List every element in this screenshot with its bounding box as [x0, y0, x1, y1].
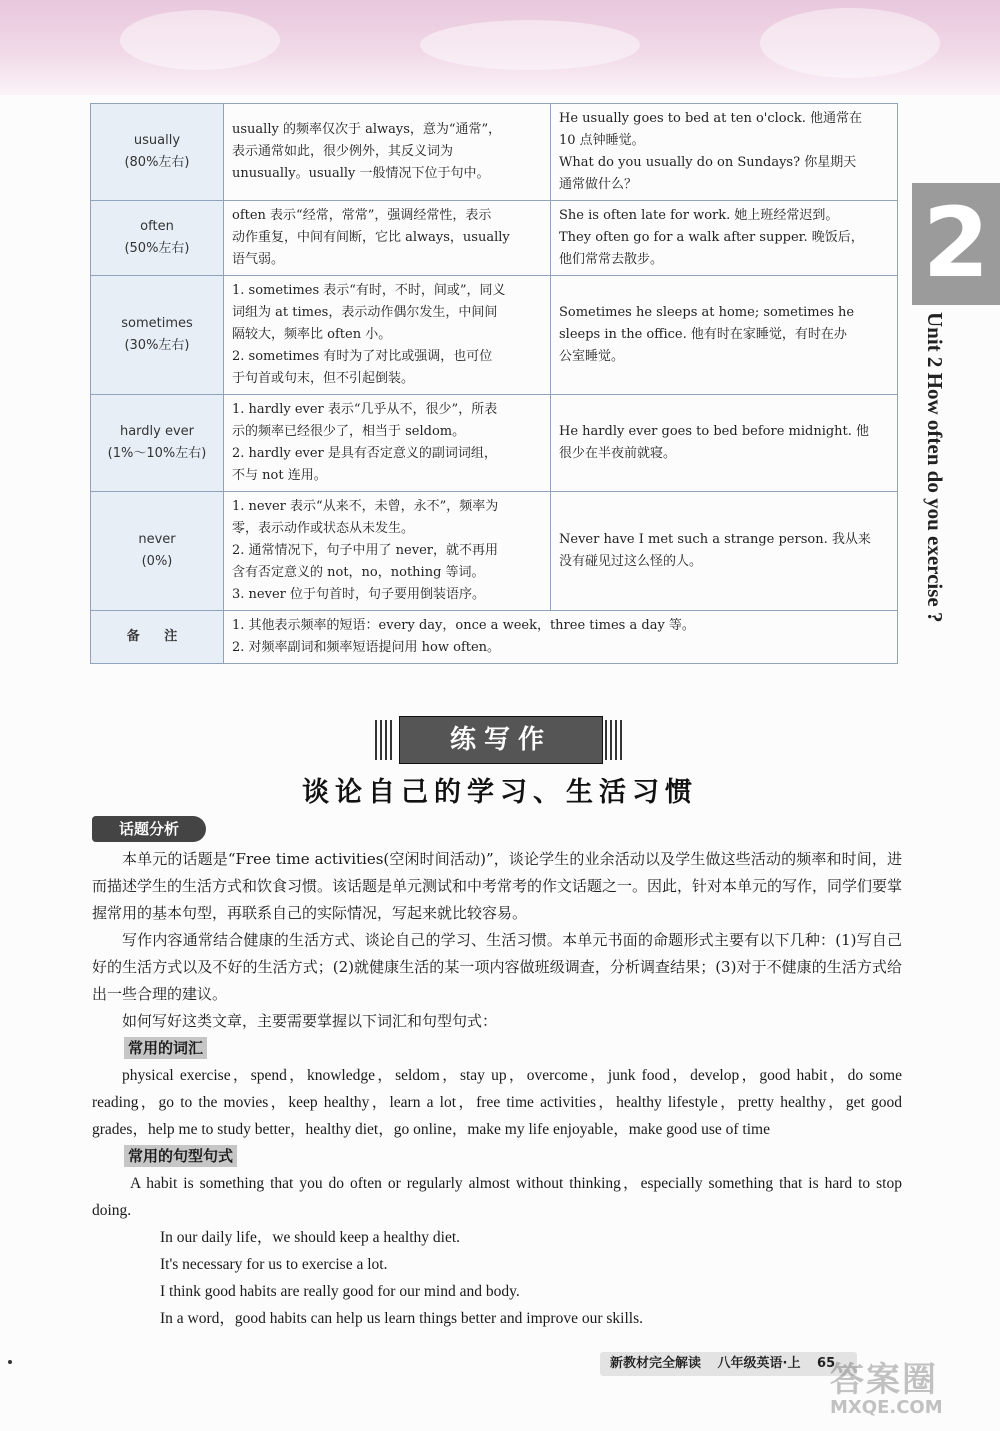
adverb-cell	[91, 201, 224, 276]
adverb-word: often	[140, 219, 174, 234]
example-line: They often go for a walk after supper. 晚饭后，	[559, 230, 864, 245]
usage-line: 隔较大，频率比 often 小。	[232, 327, 392, 342]
sentence-heading: 常用的句型句式	[124, 1145, 237, 1167]
paragraph: 写作内容通常结合健康的生活方式、谈论自己的学习、生活习惯。本单元书面的命题形式主要有以下几种：(1)写自己好的生活方式以及不好的生活方式；(2)就健康生活的某一项内容做班级调查，分析调查结果；(3)对于不健康的生活方式给出一些合理的建议。	[92, 931, 902, 1003]
page-footer	[600, 1352, 857, 1376]
example-cell	[551, 104, 898, 201]
usage-line: 2. hardly ever 是具有否定意义的副词词组，	[232, 446, 497, 461]
adverb-word: usually	[133, 133, 181, 148]
usage-line: 示的频率已经很少了，相当于 seldom。	[232, 424, 466, 439]
usage-line: often 表示“经常，常常”，强调经常性，表示	[232, 208, 492, 223]
example-line: Sometimes he sleeps at home; sometimes he	[559, 305, 855, 320]
note-content	[224, 611, 898, 664]
table-row	[91, 395, 898, 492]
usage-cell	[224, 104, 551, 201]
example-line: He usually goes to bed at ten o'clock. 他通常在	[559, 111, 863, 126]
adverb-frequency: (80%左右)	[124, 155, 190, 170]
top-decorative-band	[0, 0, 1000, 95]
adverb-cell	[91, 395, 224, 492]
usage-line: 词组为 at times，表示动作偶尔发生，中间间	[232, 305, 498, 320]
example-cell	[551, 201, 898, 276]
example-sentence: In a word，good habits can help us learn things better and improve our skills.	[160, 1310, 643, 1327]
table-row	[91, 492, 898, 611]
table-row	[91, 276, 898, 395]
section-title: 谈论自己的学习、生活习惯	[302, 777, 698, 808]
example-sentence: I think good habits are really good for our mind and body.	[160, 1283, 520, 1300]
paragraph: 如何写好这类文章，主要需要掌握以下词汇和句型句式：	[122, 1012, 498, 1030]
adverb-cell	[91, 492, 224, 611]
adverb-frequency: (30%左右)	[124, 338, 190, 353]
writing-guide-body	[92, 846, 902, 1332]
banner-label: 练写作	[399, 716, 603, 764]
example-cell	[551, 395, 898, 492]
example-line: 通常做什么？	[559, 177, 638, 192]
watermark-site: MXQE.COM	[830, 1397, 943, 1418]
chapter-number: 2	[922, 187, 990, 299]
usage-cell	[224, 201, 551, 276]
example-line: 10 点钟睡觉。	[559, 133, 645, 148]
page-number: 65	[817, 1356, 836, 1371]
adverb-cell	[91, 104, 224, 201]
example-line: Never have I met such a strange person. 我从来	[559, 532, 871, 547]
banner-stripes-left	[375, 720, 395, 760]
example-line: He hardly ever goes to bed before midnight. 他	[559, 424, 870, 439]
adverb-frequency: (50%左右)	[124, 241, 190, 256]
usage-line: 2. 通常情况下，句子中用了 never，就不再用	[232, 543, 498, 558]
usage-line: unusually。usually 一般情况下位于句中。	[232, 166, 490, 181]
usage-line: 零，表示动作或状态从未发生。	[232, 521, 415, 536]
section-banner	[375, 716, 625, 764]
usage-line: 于句首或句末，但不引起倒装。	[232, 371, 415, 386]
usage-cell	[224, 276, 551, 395]
usage-line: 语气弱。	[232, 252, 285, 267]
book-title: 新教材完全解读	[610, 1356, 702, 1371]
note-label: 备 注	[91, 611, 224, 664]
example-cell	[551, 276, 898, 395]
usage-line: 1. hardly ever 表示“几乎从不，很少”，所表	[232, 402, 498, 417]
watermark-logo: 答案圈	[830, 1360, 938, 1400]
usage-cell	[224, 395, 551, 492]
adverb-word: never	[138, 532, 176, 547]
example-line: sleeps in the office. 他有时在家睡觉，有时在办	[559, 327, 847, 342]
banner-stripes-right	[605, 720, 625, 760]
site-watermark	[830, 1352, 990, 1422]
vocab-heading: 常用的词汇	[124, 1037, 207, 1059]
adverb-frequency: (0%)	[141, 554, 173, 569]
example-line: 很少在半夜前就寝。	[559, 446, 677, 461]
usage-line: usually 的频率仅次于 always，意为“通常”，	[232, 122, 502, 137]
example-line: 公室睡觉。	[559, 349, 625, 364]
margin-dot	[8, 1360, 12, 1364]
table-row	[91, 104, 898, 201]
usage-line: 表示通常如此，很少例外，其反义词为	[232, 144, 454, 159]
example-sentence: It's necessary for us to exercise a lot.	[160, 1256, 388, 1273]
example-line: 他们常常去散步。	[559, 252, 664, 267]
grade-label: 八年级英语·上	[717, 1356, 801, 1371]
usage-line: 2. sometimes 有时为了对比或强调，也可位	[232, 349, 493, 364]
note-line: 2. 对频率副词和频率短语提问用 how often。	[232, 640, 501, 655]
usage-line: 动作重复，中间有间断，它比 always，usually	[232, 230, 510, 245]
note-line: 1. 其他表示频率的短语：every day，once a week，three times a day 等。	[232, 618, 695, 633]
example-sentence: In our daily life，we should keep a healthy diet.	[160, 1229, 461, 1246]
chapter-tab	[912, 183, 1000, 305]
frequency-adverb-table	[90, 103, 898, 664]
note-row	[91, 611, 898, 664]
example-line: She is often late for work. 她上班经常迟到。	[559, 208, 839, 223]
usage-line: 不与 not 连用。	[232, 468, 327, 483]
example-line: 没有碰见过这么怪的人。	[559, 554, 703, 569]
usage-line: 1. never 表示“从来不，未曾，永不”，频率为	[232, 499, 499, 514]
adverb-frequency: (1%～10%左右)	[107, 446, 207, 461]
paragraph: 本单元的话题是“Free time activities(空闲时间活动)”，谈论学生的业余活动以及学生做这些活动的频率和时间，进而描述学生的生活方式和饮食习惯。该话题是单元测试和中考常考的作文话题之一。因此，针对本单元的写作，同学们要掌握常用的基本句型，再联系自己的实际情况，写起来就比较容易。	[92, 850, 903, 922]
usage-cell	[224, 492, 551, 611]
vocab-list: physical exercise，spend，knowledge，seldom，stay up，overcome，junk food，develop，good habit，do some reading，go to the movies，keep healthy，learn a lot，free time activities，healthy lifestyle，pretty healthy，get good grades，help me to study better，healthy diet，go online，make my life enjoyable，make good use of time	[92, 1067, 902, 1138]
adverb-cell	[91, 276, 224, 395]
example-line: What do you usually do on Sundays? 你星期天	[559, 155, 857, 170]
usage-line: 3. never 位于句首时，句子要用倒装语序。	[232, 587, 485, 602]
adverb-word: hardly ever	[119, 424, 195, 439]
usage-line: 含有否定意义的 not，no，nothing 等词。	[232, 565, 485, 580]
topic-analysis-badge: 话题分析	[92, 816, 206, 842]
unit-title-vertical: Unit 2 How often do you exercise ?	[923, 312, 947, 623]
table-row	[91, 201, 898, 276]
example-cell	[551, 492, 898, 611]
example-sentence: A habit is something that you do often or regularly almost without thinking，especially something that is hard to stop doing.	[92, 1175, 902, 1219]
adverb-word: sometimes	[121, 316, 193, 331]
sentence-list	[92, 1170, 902, 1332]
usage-line: 1. sometimes 表示“有时，不时，间或”，同义	[232, 283, 506, 298]
